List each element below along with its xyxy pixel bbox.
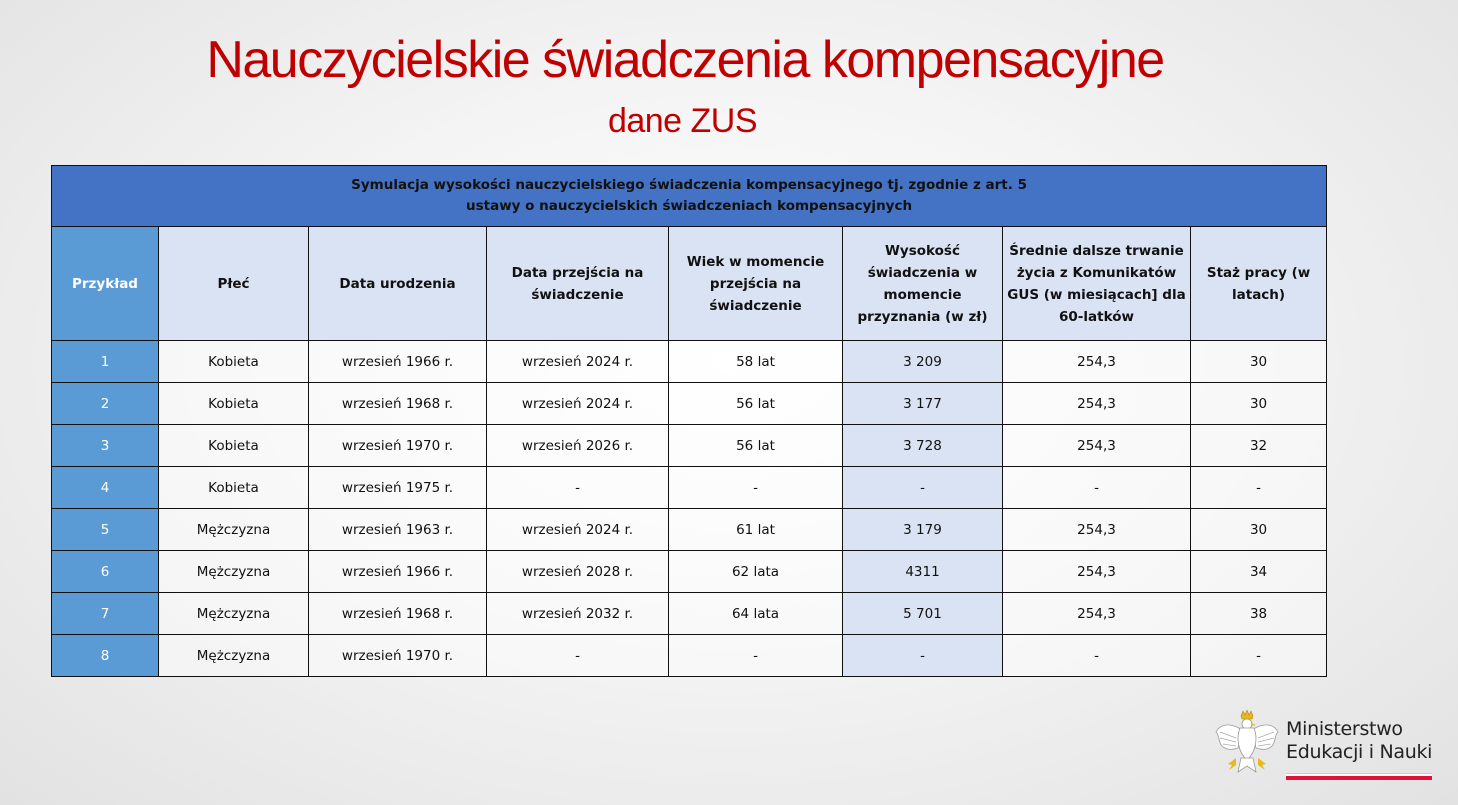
table-row <box>52 509 1327 551</box>
polish-flag-stripe <box>1286 773 1432 779</box>
cell-benefit-amount: - <box>843 467 1003 509</box>
column-header-work-years: Staż pracy (w latach) <box>1191 227 1327 341</box>
cell-age: 62 lata <box>669 551 843 593</box>
cell-age: - <box>669 635 843 677</box>
cell-example: 3 <box>52 425 159 467</box>
cell-gender: Mężczyzna <box>159 551 309 593</box>
table-caption <box>52 166 1327 227</box>
cell-benefit-amount: 5 701 <box>843 593 1003 635</box>
cell-example: 1 <box>52 341 159 383</box>
cell-transition-date: wrzesień 2024 r. <box>487 509 669 551</box>
cell-birth-date: wrzesień 1970 r. <box>309 425 487 467</box>
column-header-benefit-amount: Wysokość świadczenia w momencie przyznania (w zł) <box>843 227 1003 341</box>
cell-life-expectancy: - <box>1003 635 1191 677</box>
cell-work-years: 38 <box>1191 593 1327 635</box>
table-row <box>52 425 1327 467</box>
ministry-logo <box>1214 710 1444 785</box>
cell-gender: Kobieta <box>159 467 309 509</box>
cell-birth-date: wrzesień 1975 r. <box>309 467 487 509</box>
page-subtitle: dane ZUS <box>607 102 758 140</box>
cell-transition-date: wrzesień 2024 r. <box>487 383 669 425</box>
cell-transition-date: wrzesień 2026 r. <box>487 425 669 467</box>
cell-benefit-amount: 3 728 <box>843 425 1003 467</box>
table-caption-line-2: ustawy o nauczycielskich świadczeniach kompensacyjnych <box>466 198 913 214</box>
cell-work-years: - <box>1191 467 1327 509</box>
ministry-name <box>1286 718 1432 764</box>
cell-age: - <box>669 467 843 509</box>
cell-age: 64 lata <box>669 593 843 635</box>
cell-example: 5 <box>52 509 159 551</box>
cell-work-years: 32 <box>1191 425 1327 467</box>
cell-birth-date: wrzesień 1970 r. <box>309 635 487 677</box>
ministry-name-line-2: Edukacji i Nauki <box>1286 741 1433 763</box>
cell-example: 7 <box>52 593 159 635</box>
column-header-transition-date: Data przejścia na świadczenie <box>487 227 669 341</box>
cell-birth-date: wrzesień 1963 r. <box>309 509 487 551</box>
cell-birth-date: wrzesień 1966 r. <box>309 551 487 593</box>
cell-transition-date: wrzesień 2028 r. <box>487 551 669 593</box>
column-header-life-expectancy: Średnie dalsze trwanie życia z Komunikatów GUS (w miesiącach] dla 60-latków <box>1003 227 1191 341</box>
table-caption-line-1: Symulacja wysokości nauczycielskiego świadczenia kompensacyjnego tj. zgodnie z art. 5 <box>351 177 1027 193</box>
cell-benefit-amount: 3 209 <box>843 341 1003 383</box>
cell-gender: Kobieta <box>159 341 309 383</box>
table-row <box>52 341 1327 383</box>
cell-gender: Kobieta <box>159 383 309 425</box>
cell-life-expectancy: 254,3 <box>1003 551 1191 593</box>
cell-work-years: 30 <box>1191 509 1327 551</box>
cell-life-expectancy: 254,3 <box>1003 383 1191 425</box>
cell-age: 61 lat <box>669 509 843 551</box>
cell-work-years: - <box>1191 635 1327 677</box>
cell-work-years: 34 <box>1191 551 1327 593</box>
column-header-gender: Płeć <box>159 227 309 341</box>
cell-benefit-amount: 3 179 <box>843 509 1003 551</box>
cell-benefit-amount: 4311 <box>843 551 1003 593</box>
polish-eagle-icon <box>1214 710 1280 780</box>
table-row <box>52 551 1327 593</box>
cell-life-expectancy: - <box>1003 467 1191 509</box>
table-row <box>52 593 1327 635</box>
page-title: Nauczycielskie świadczenia kompensacyjne <box>206 31 1164 89</box>
cell-age: 56 lat <box>669 425 843 467</box>
cell-benefit-amount: 3 177 <box>843 383 1003 425</box>
cell-gender: Mężczyzna <box>159 635 309 677</box>
table-row <box>52 635 1327 677</box>
cell-gender: Kobieta <box>159 425 309 467</box>
cell-birth-date: wrzesień 1968 r. <box>309 383 487 425</box>
cell-gender: Mężczyzna <box>159 509 309 551</box>
table-row <box>52 467 1327 509</box>
cell-transition-date: - <box>487 635 669 677</box>
table-header-row <box>52 227 1327 341</box>
column-header-example: Przykład <box>52 227 159 341</box>
cell-work-years: 30 <box>1191 341 1327 383</box>
cell-work-years: 30 <box>1191 383 1327 425</box>
simulation-table <box>51 165 1327 677</box>
cell-birth-date: wrzesień 1968 r. <box>309 593 487 635</box>
cell-transition-date: wrzesień 2032 r. <box>487 593 669 635</box>
cell-example: 6 <box>52 551 159 593</box>
cell-life-expectancy: 254,3 <box>1003 509 1191 551</box>
cell-transition-date: wrzesień 2024 r. <box>487 341 669 383</box>
cell-birth-date: wrzesień 1966 r. <box>309 341 487 383</box>
cell-example: 4 <box>52 467 159 509</box>
cell-life-expectancy: 254,3 <box>1003 425 1191 467</box>
cell-transition-date: - <box>487 467 669 509</box>
cell-age: 56 lat <box>669 383 843 425</box>
cell-age: 58 lat <box>669 341 843 383</box>
column-header-age: Wiek w momencie przejścia na świadczenie <box>669 227 843 341</box>
cell-example: 8 <box>52 635 159 677</box>
cell-gender: Mężczyzna <box>159 593 309 635</box>
table-row <box>52 383 1327 425</box>
cell-life-expectancy: 254,3 <box>1003 341 1191 383</box>
column-header-birth-date: Data urodzenia <box>309 227 487 341</box>
ministry-name-line-1: Ministerstwo <box>1286 718 1403 740</box>
cell-benefit-amount: - <box>843 635 1003 677</box>
cell-example: 2 <box>52 383 159 425</box>
cell-life-expectancy: 254,3 <box>1003 593 1191 635</box>
